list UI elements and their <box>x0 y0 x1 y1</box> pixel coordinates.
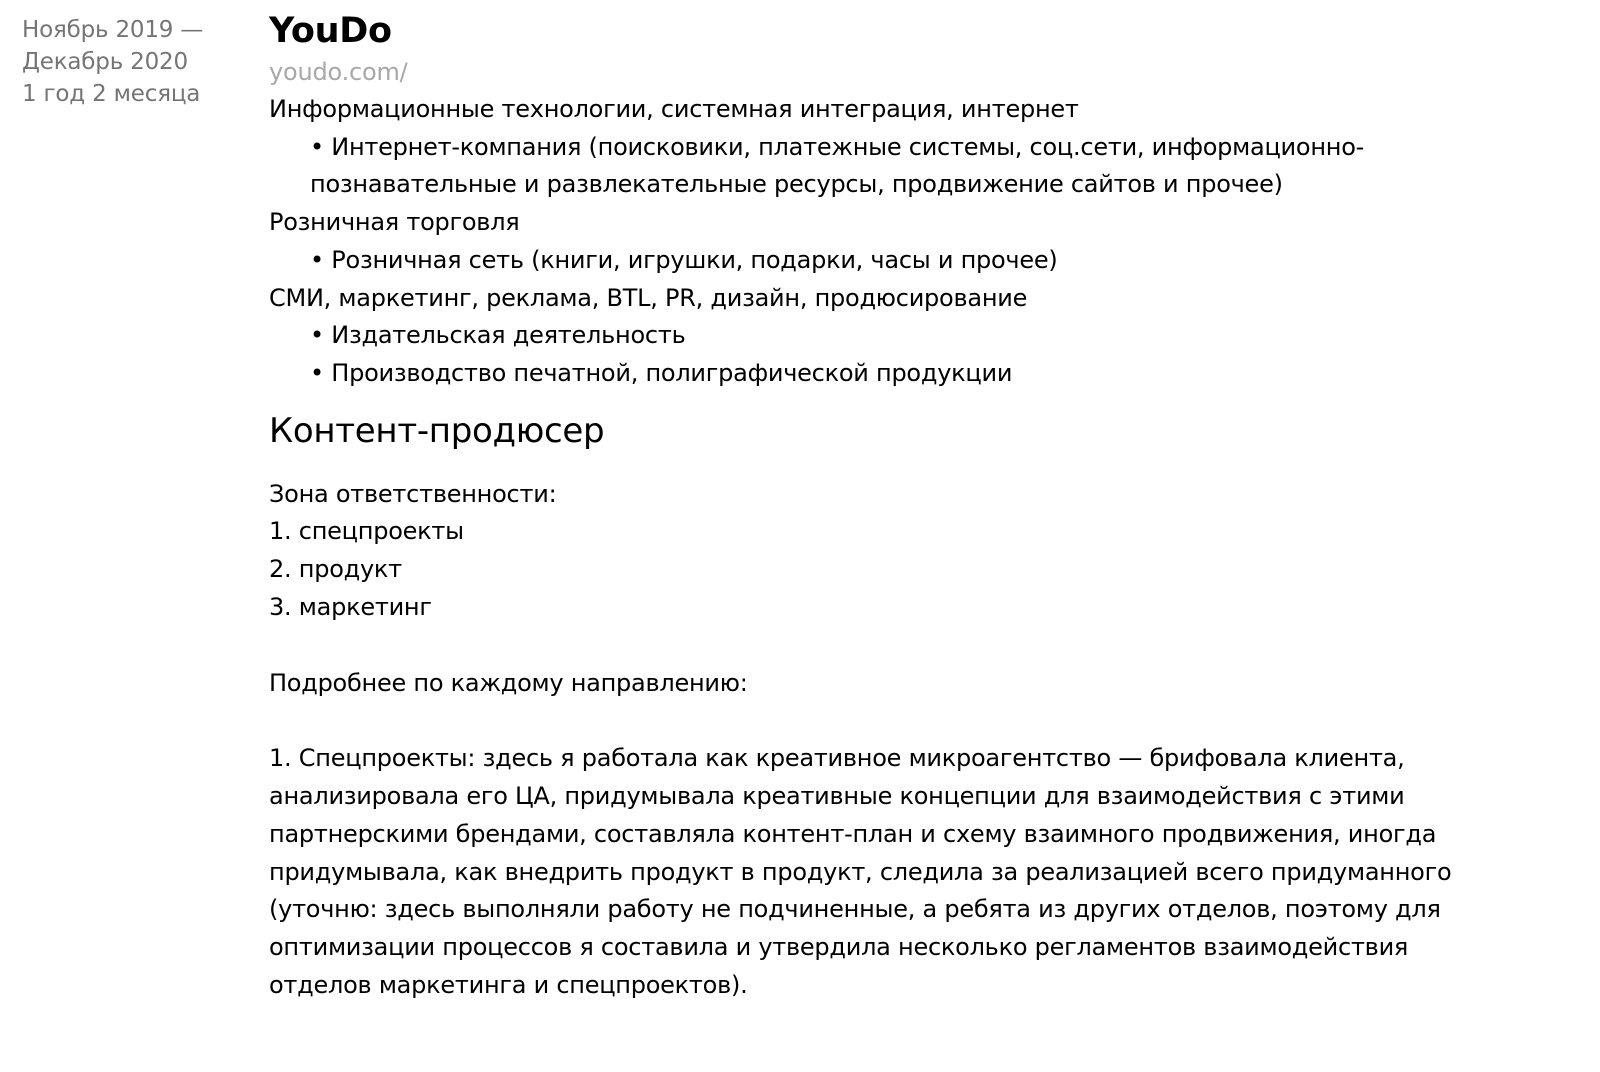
company-site-link[interactable]: youdo.com/ <box>269 58 408 86</box>
responsibility-heading: Зона ответственности: <box>269 479 557 508</box>
period-end: Декабрь 2020 <box>22 49 188 75</box>
blank-line <box>269 702 1484 740</box>
period-duration: 1 год 2 месяца <box>22 81 201 107</box>
details-paragraph: 1. Спецпроекты: здесь я работала как креативное микроагентство — брифовала клиента, анализировала его ЦА, придумывала креативные концепции для взаимодействия с этими партнерскими брендами, составляла контент-план и схему взаимного продвижения, иногда придумывала, как внедрить продукт в продукт, следила за реализацией всего придуманного (уточню: здесь выполняли работу не подчиненные, а ребята из других отделов, поэтому для оптимизации процессов я составила и утвердила несколько регламентов взаимодействия отделов маркетинга и спецпроектов). <box>269 744 1452 999</box>
industry-subitem: • Производство печатной, полиграфической продукции <box>310 358 1013 387</box>
position-title: Контент-продюсер <box>269 410 605 451</box>
industry-group <box>269 280 1569 393</box>
job-description <box>269 476 1484 1005</box>
responsibility-item: 1. спецпроекты <box>269 517 464 546</box>
industry-group <box>269 204 1569 279</box>
experience-entry <box>269 8 1569 1005</box>
responsibility-item: 2. продукт <box>269 555 402 584</box>
blank-line <box>269 627 1484 665</box>
employment-period <box>22 14 242 110</box>
industry-subitem: • Издательская деятельность <box>310 321 686 350</box>
industry-title: Розничная торговля <box>269 208 520 237</box>
industry-subitem: • Интернет-компания (поисковики, платежные системы, соц.сети, информационно-познавательные и развлекательные ресурсы, продвижение сайтов и прочее) <box>310 132 1365 199</box>
industry-subitem: • Розничная сеть (книги, игрушки, подарки, часы и прочее) <box>310 245 1058 274</box>
industries-list <box>269 91 1569 393</box>
industry-group <box>269 91 1569 204</box>
company-name: YouDo <box>269 11 392 51</box>
responsibility-item: 3. маркетинг <box>269 593 432 622</box>
period-start: Ноябрь 2019 — <box>22 17 204 43</box>
industry-title: СМИ, маркетинг, реклама, BTL, PR, дизайн, продюсирование <box>269 283 1028 312</box>
details-heading: Подробнее по каждому направлению: <box>269 668 748 697</box>
industry-title: Информационные технологии, системная интеграция, интернет <box>269 95 1079 123</box>
